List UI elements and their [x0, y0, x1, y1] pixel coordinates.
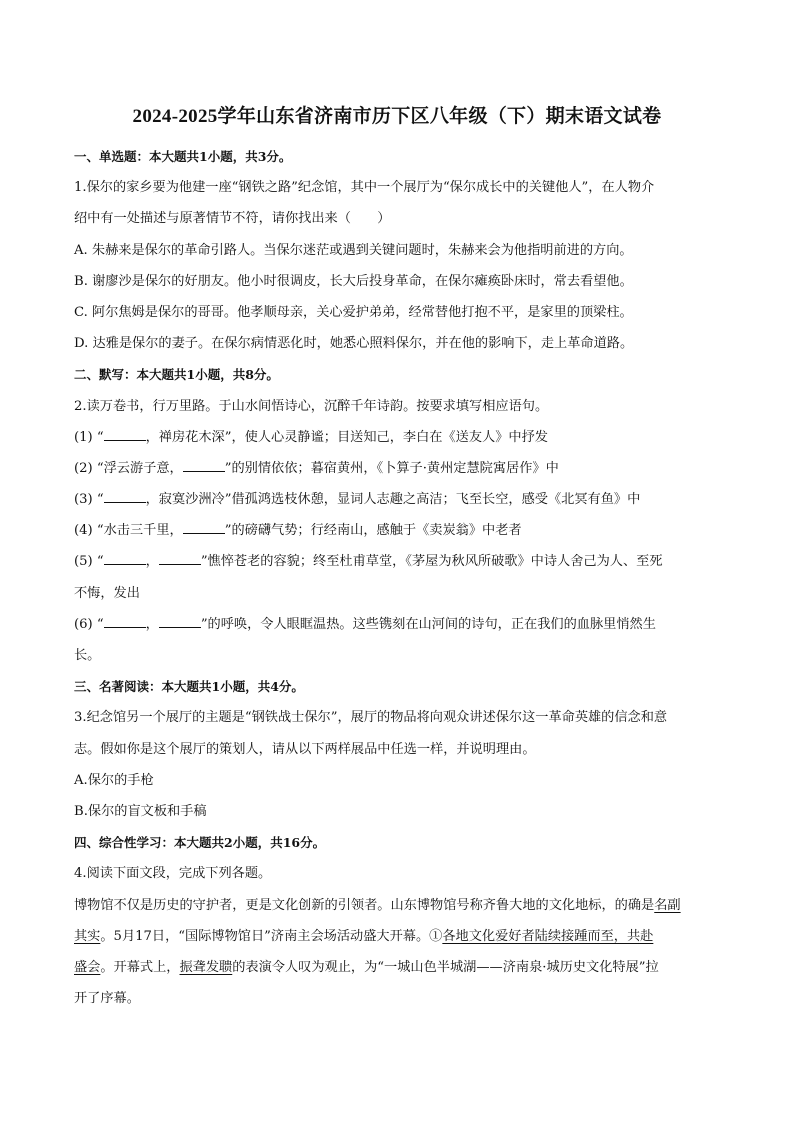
underlined-sentence-1: 各地文化爱好者陆续接踵而至，共赴: [442, 928, 654, 944]
section-4-heading: 四、综合性学习：本大题共2小题，共16分。: [74, 835, 326, 851]
q2-item-5-prefix: (5) “: [74, 554, 104, 570]
q2-stem: 2.读万卷书，行万里路。于山水间悟诗心，沉醉千年诗韵。按要求填写相应语句。: [74, 398, 549, 414]
q1-option-b: B. 谢廖沙是保尔的好朋友。他小时很调皮，长大后投身革命，在保尔瘫痪卧床时，常去看望他。: [74, 273, 633, 289]
q2-item-6-suffix: ”的呼唤，令人眼眶温热。这些镌刻在山河间的诗句，正在我们的血脉里悄然生: [200, 616, 656, 632]
q3-option-b: B.保尔的盲文板和手稿: [74, 803, 207, 819]
q2-item-4-suffix: ”的磅礴气势；行经南山，感触于《卖炭翁》中老者: [224, 523, 522, 539]
q1-option-c: C. 阿尔焦姆是保尔的哥哥。他孝顺母亲，关心爱护弟弟，经常替他打抱不平，是家里的顶梁柱。: [74, 304, 633, 320]
q2-item-6-continued: 长。: [74, 648, 101, 663]
section-3-heading: 三、名著阅读：本大题共1小题，共4分。: [74, 679, 304, 695]
answer-blank[interactable]: [183, 459, 225, 472]
q1-option-a: A. 朱赫来是保尔的革命引路人。当保尔迷茫或遇到关键问题时，朱赫来会为他指明前进的方向。: [74, 242, 633, 258]
q2-item-3-prefix: (3) “: [74, 492, 104, 508]
underlined-phrase: 振聋发聩: [179, 959, 233, 975]
q4-passage-line-2: [74, 921, 724, 952]
exam-content: [74, 141, 724, 1014]
q2-item-5-continued: 不悔，发出: [74, 585, 140, 601]
q1-stem-line-1: 1.保尔的家乡要为他建一座“钢铁之路”纪念馆，其中一个展厅为“保尔成长中的关键他人”，在人物介: [74, 180, 655, 196]
q2-item-1-prefix: (1) “: [74, 429, 104, 445]
q4-stem: 4.阅读下面文段，完成下列各题。: [74, 866, 272, 882]
q2-item-5-separator: ，: [145, 554, 159, 570]
q2-item-2: [74, 453, 724, 484]
passage-text: 的表演令人叹为观止，为“一城山色半城湖——济南泉·城历史文化特展”拉: [232, 959, 659, 975]
q2-item-6: [74, 609, 724, 640]
q1-stem-line-2: 绍中有一处描述与原著情节不符，请你找出来（ ）: [74, 211, 391, 227]
q2-item-6-separator: ，: [145, 616, 159, 632]
q2-item-2-prefix: (2) “浮云游子意，: [74, 460, 183, 476]
q2-item-1-suffix: ，禅房花木深”，使人心灵静谧；目送知己，李白在《送友人》中抒发: [145, 429, 548, 445]
q2-item-5-suffix: ”憔悴苍老的容貌；终至杜甫草堂，《茅屋为秋风所破歌》中诗人舍己为人、至死: [200, 554, 663, 570]
section-2-heading: 二、默写：本大题共1小题，共8分。: [74, 367, 279, 383]
underlined-phrase: 盛会: [74, 959, 101, 975]
passage-text: 。开幕式上，: [100, 959, 180, 975]
q2-item-3: [74, 484, 724, 515]
passage-text: 。5月17日，“国际博物馆日”济南主会场活动盛大开幕。①: [100, 928, 443, 944]
passage-text: 博物馆不仅是历史的守护者，更是文化创新的引领者。山东博物馆号称齐鲁大地的文化地标，的确是: [74, 897, 655, 913]
answer-blank[interactable]: [159, 615, 201, 628]
answer-blank[interactable]: [104, 490, 146, 503]
q1-option-d: D. 达雅是保尔的妻子。在保尔病情恶化时，她悉心照料保尔，并在他的影响下，走上革命道路。: [74, 336, 634, 352]
q2-item-1: [74, 422, 724, 453]
answer-blank[interactable]: [159, 552, 201, 565]
answer-blank[interactable]: [104, 552, 146, 565]
q2-item-3-suffix: ，寂寞沙洲冷”借孤鸿选枝休憩，显词人志趣之高洁；飞至长空，感受《北冥有鱼》中: [145, 492, 641, 508]
exam-title: 2024-2025学年山东省济南市历下区八年级（下）期末语文试卷: [132, 106, 662, 127]
underlined-phrase: 名副: [654, 897, 681, 913]
section-1-heading: 一、单选题：本大题共1小题，共3分。: [74, 149, 292, 164]
q2-item-4: [74, 515, 724, 546]
answer-blank[interactable]: [104, 615, 146, 628]
q4-passage-line-4: 开了序幕。: [74, 991, 140, 1007]
q3-stem-line-1: 3.纪念馆另一个展厅的主题是“钢铁战士保尔”，展厅的物品将向观众讲述保尔这一革命英雄的信念和意: [74, 710, 668, 726]
q2-item-2-suffix: ”的别情依依；暮宿黄州，《卜算子·黄州定慧院寓居作》中: [224, 460, 559, 476]
q4-passage-line-1: [74, 890, 724, 921]
answer-blank[interactable]: [104, 428, 146, 441]
underlined-phrase: 其实: [74, 928, 101, 944]
q2-item-4-prefix: (4) “水击三千里，: [74, 523, 183, 539]
q3-option-a: A.保尔的手枪: [74, 772, 154, 788]
q2-item-5: [74, 546, 724, 577]
answer-blank[interactable]: [183, 521, 225, 534]
q3-stem-line-2: 志。假如你是这个展厅的策划人，请从以下两样展品中任选一样，并说明理由。: [74, 741, 536, 757]
q4-passage-line-3: [74, 952, 724, 983]
q2-item-6-prefix: (6) “: [74, 616, 104, 632]
